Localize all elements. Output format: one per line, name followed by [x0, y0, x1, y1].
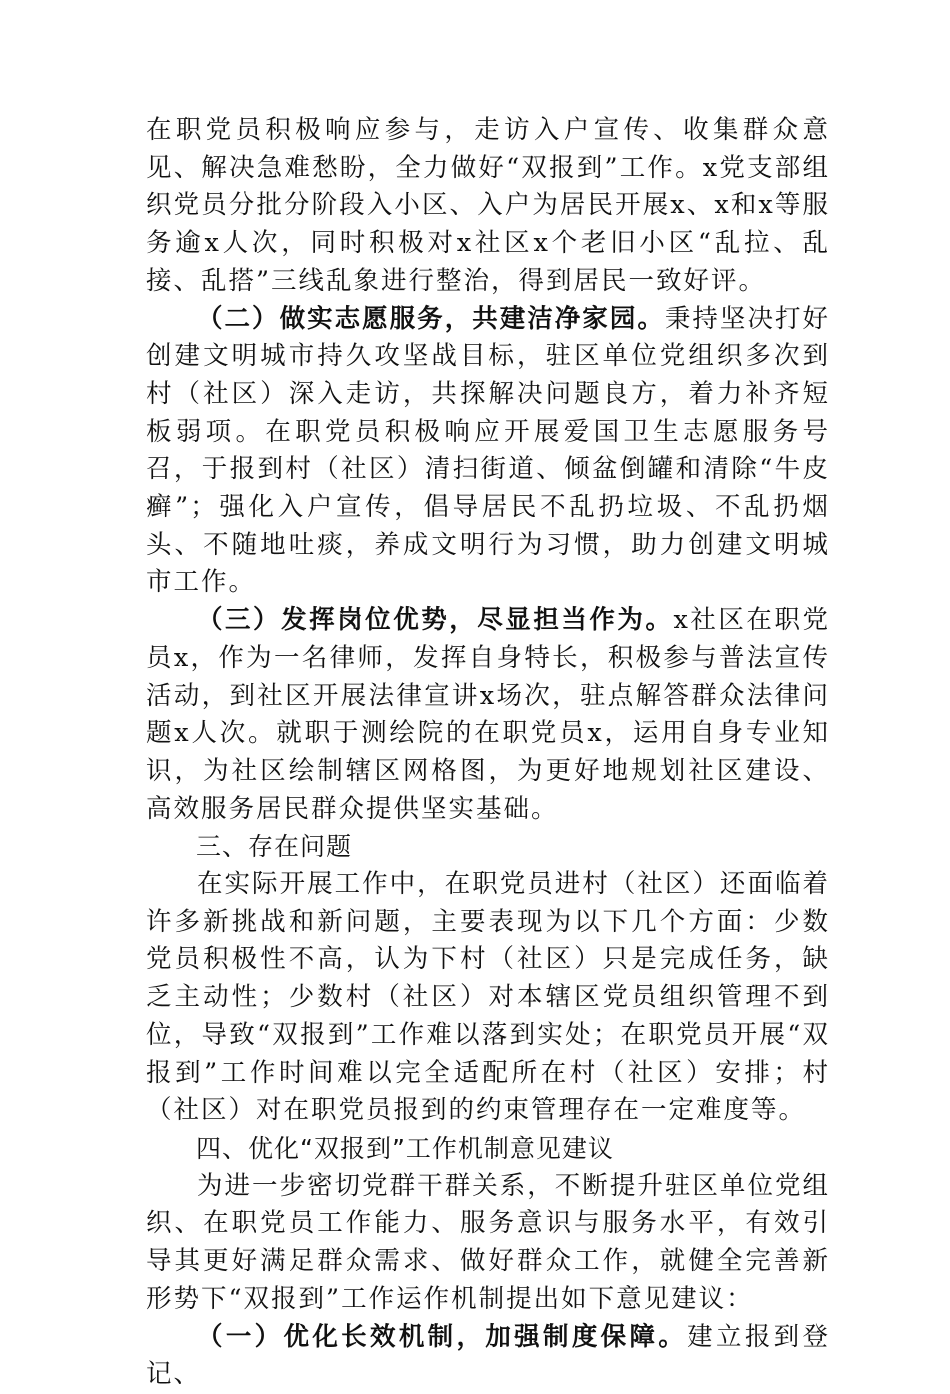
section-heading-suggestions: 四、优化“双报到”工作机制意见建议 [196, 1133, 614, 1163]
subsection-lead: （三）发挥岗位优势，尽显担当作为。 [197, 605, 674, 636]
paragraph-suggestions: 为进一步密切党群干群关系，不断提升驻区单位党组织、在职党员工作能力、服务意识与服务水平，有效引导其更好满足群众需求、做好群众工作，就健全完善新形势下“双报到”工作运作机制提出如下意见建议： [146, 1170, 830, 1314]
paragraph-problems: 在实际开展工作中，在职党员进村（社区）还面临着许多新挑战和新问题，主要表现为以下几个方面：少数党员积极性不高，认为下村（社区）只是完成任务，缺乏主动性；少数村（社区）对本辖区党员组织管理不到位，导致“双报到”工作难以落到实处；在职党员开展“双报到”工作时间难以完全适配所在村（社区）安排；村（社区）对在职党员报到的约束管理存在一定难度等。 [146, 869, 830, 1126]
paragraph-job-advantage [146, 602, 830, 828]
section-heading-problems: 三、存在问题 [196, 832, 353, 862]
paragraph-door-to-door [146, 112, 830, 301]
paragraph-long-term-mechanism [146, 1319, 830, 1394]
paragraph-text: 建立报到登记、 [146, 1321, 830, 1390]
subsection-lead: （二）做实志愿服务，共建洁净家园。 [197, 303, 665, 334]
paragraph-text: 秉持坚决打好创建文明城市持久攻坚战目标，驻区单位党组织多次到村（社区）深入走访，共探解决问题良方，着力补齐短板弱项。在职党员积极响应开展爱国卫生志愿服务号召，于报到村（社区）清扫街道、倾盆倒罐和清除“牛皮癣”；强化入户宣传，倡导居民不乱扔垃圾、不乱扔烟头、不随地吐痰，养成文明行为习惯，助力创建文明城市工作。 [146, 303, 830, 598]
document-page [146, 112, 830, 1394]
paragraph-volunteer-service [146, 301, 830, 603]
paragraph-text: 在职党员积极响应参与，走访入户宣传、收集群众意见、解决急难愁盼，全力做好“双报到”工作。x党支部组织党员分批分阶段入小区、入户为居民开展x、x和x等服务逾x人次，同时积极对x社区x个老旧小区“乱拉、乱接、乱搭”三线乱象进行整治，得到居民一致好评。 [146, 115, 830, 296]
subsection-lead: （一）优化长效机制，加强制度保障。 [197, 1321, 688, 1352]
paragraph-text: x社区在职党员x，作为一名律师，发挥自身特长，积极参与普法宣传活动，到社区开展法律宣讲x场次，驻点解答群众法律问题x人次。就职于测绘院的在职党员x，运用自身专业知识，为社区绘制辖区网格图，为更好地规划社区建设、高效服务居民群众提供坚实基础。 [146, 605, 830, 824]
